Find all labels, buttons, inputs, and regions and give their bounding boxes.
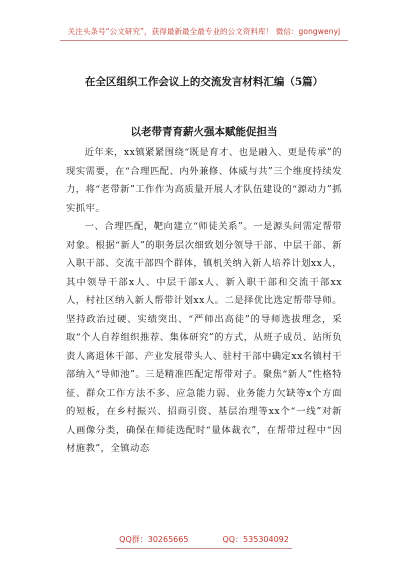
document-title: 在全区组织工作会议上的交流发言材料汇编（5篇） xyxy=(84,76,324,88)
footer-qq: QQ：535304092 xyxy=(222,535,289,544)
paragraph: 近年来，xx镇紧紧围绕“既是育才、也是融入、更是传承”的现实需要，在“合理匹配、内外兼修、体威与共”三个维度持续发力，将“老带新”工作作为高质量开展人才队伍建设的“源动力”抓实抓牢。 xyxy=(66,147,342,214)
footer-divider xyxy=(116,548,292,549)
paragraph: 一、合理匹配，靶向建立“师徒关系”。一是源头问需定帮带对象。根据“新人”的职务层次细致划分领导干部、中层干部、新入职干部、交流干部四个群体，镇机关纳入新人培养计划xx人，其中领导干部x人、中层干部x人、新入职干部和交流干部xx人，村社区纳入新人帮带计划xx人。二是择优比选定帮带导师。坚持政治过硬、实绩突出、“严师出高徒”的导师选拔理念，采取“个人自荐组织推荐、集体研究”的方式，从班子成员、站所负责人离退休干部、产业发展带头人、驻村干部中确定xx名镇村干部纳入“导师池”。三是精准匹配定帮带对子。聚焦“新人”性格特征、群众工作方法不多、应急能力弱、业务能力欠缺等x个方面的短板，在乡村振兴、招商引资、基层治理等xx个“一线”对新人画像分类，确保在师徒选配时“量体裁衣”，在帮带过程中“因材施教”，全镇动态 xyxy=(66,221,343,454)
footer-contact xyxy=(0,534,408,545)
header-divider xyxy=(60,40,348,41)
footer-qq-group: QQ群：30265665 xyxy=(119,535,189,544)
section-title: 以老带青育薪火强本赋能促担当 xyxy=(130,126,278,138)
document-body xyxy=(66,144,342,459)
header-note: 关注头条号“公文研究”，获得最新最全最专业的公文资料库！ 微信：gongwenyj xyxy=(67,27,341,36)
